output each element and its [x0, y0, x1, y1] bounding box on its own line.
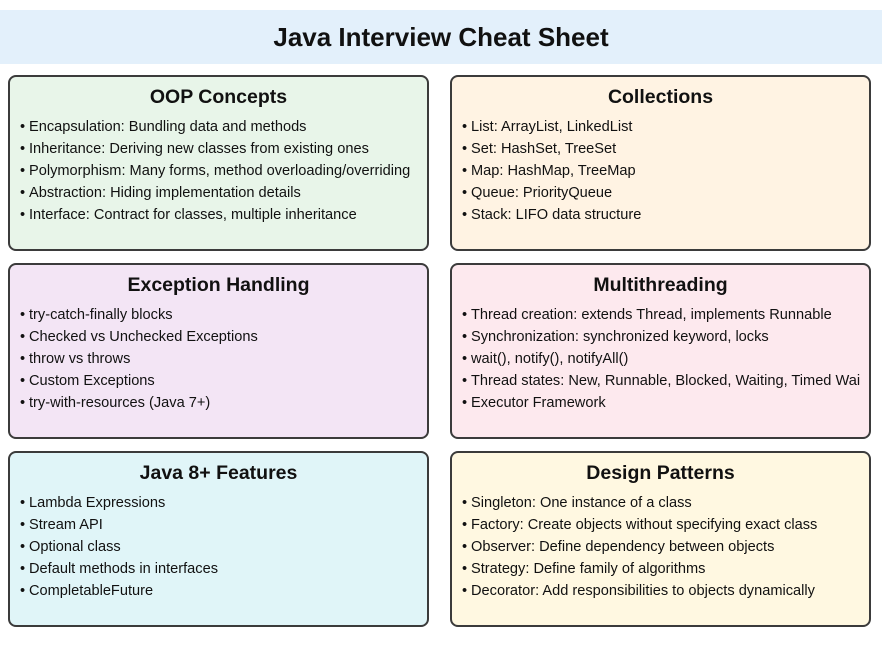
- design-patterns-card: [450, 451, 871, 627]
- list-item: • Optional class: [20, 536, 427, 558]
- bullet-icon: •: [462, 495, 468, 511]
- bullet-icon: •: [462, 373, 468, 389]
- list-item: • Map: HashMap, TreeMap: [462, 160, 869, 182]
- bullet-icon: •: [20, 395, 26, 411]
- list-item: • Abstraction: Hiding implementation details: [20, 182, 427, 204]
- bullet-icon: •: [20, 373, 26, 389]
- bullet-icon: •: [462, 395, 468, 411]
- list-item: • CompletableFuture: [20, 580, 427, 602]
- bullet-icon: •: [462, 517, 468, 533]
- list-item: • Stack: LIFO data structure: [462, 204, 869, 226]
- bullet-icon: •: [20, 141, 26, 157]
- list-item: • Encapsulation: Bundling data and methods: [20, 116, 427, 138]
- card-heading: Collections: [607, 86, 714, 108]
- exception-handling-card: [8, 263, 429, 439]
- bullet-icon: •: [20, 119, 26, 135]
- bullet-icon: •: [462, 141, 468, 157]
- item-list: [452, 304, 869, 414]
- list-item: • try-catch-finally blocks: [20, 304, 427, 326]
- bullet-icon: •: [20, 351, 26, 367]
- list-item: • Singleton: One instance of a class: [462, 492, 869, 514]
- list-item: • try-with-resources (Java 7+): [20, 392, 427, 414]
- card-heading: Exception Handling: [127, 274, 310, 296]
- list-item: • Thread states: New, Runnable, Blocked, Waiting, Timed Wai: [462, 370, 869, 392]
- page-title: Java Interview Cheat Sheet: [273, 21, 609, 52]
- list-item: • Observer: Define dependency between objects: [462, 536, 869, 558]
- multithreading-card: [450, 263, 871, 439]
- list-item: • Polymorphism: Many forms, method overloading/overriding: [20, 160, 427, 182]
- list-item: • throw vs throws: [20, 348, 427, 370]
- list-item: • Decorator: Add responsibilities to objects dynamically: [462, 580, 869, 602]
- list-item: • Queue: PriorityQueue: [462, 182, 869, 204]
- item-list: [10, 304, 427, 414]
- list-item: • Checked vs Unchecked Exceptions: [20, 326, 427, 348]
- bullet-icon: •: [20, 307, 26, 323]
- list-item: • Strategy: Define family of algorithms: [462, 558, 869, 580]
- item-list: [10, 492, 427, 602]
- bullet-icon: •: [462, 185, 468, 201]
- java8-features-card: [8, 451, 429, 627]
- list-item: • Custom Exceptions: [20, 370, 427, 392]
- list-item: • Synchronization: synchronized keyword, locks: [462, 326, 869, 348]
- bullet-icon: •: [462, 351, 468, 367]
- list-item: • Inheritance: Deriving new classes from existing ones: [20, 138, 427, 160]
- bullet-icon: •: [462, 329, 468, 345]
- card-heading: Java 8+ Features: [139, 462, 298, 484]
- list-item: • Interface: Contract for classes, multiple inheritance: [20, 204, 427, 226]
- bullet-icon: •: [20, 561, 26, 577]
- list-item: • Thread creation: extends Thread, implements Runnable: [462, 304, 869, 326]
- bullet-icon: •: [20, 207, 26, 223]
- bullet-icon: •: [462, 119, 468, 135]
- list-item: • Factory: Create objects without specifying exact class: [462, 514, 869, 536]
- oop-concepts-card: [8, 75, 429, 251]
- bullet-icon: •: [462, 307, 468, 323]
- bullet-icon: •: [20, 329, 26, 345]
- bullet-icon: •: [20, 583, 26, 599]
- card-heading: Design Patterns: [586, 462, 735, 484]
- item-list: [452, 116, 869, 226]
- bullet-icon: •: [20, 163, 26, 179]
- title-banner: [0, 10, 882, 64]
- bullet-icon: •: [462, 583, 468, 599]
- bullet-icon: •: [462, 561, 468, 577]
- bullet-icon: •: [462, 163, 468, 179]
- card-heading: Multithreading: [593, 274, 728, 296]
- bullet-icon: •: [20, 539, 26, 555]
- bullet-icon: •: [462, 539, 468, 555]
- list-item: • Executor Framework: [462, 392, 869, 414]
- list-item: • Set: HashSet, TreeSet: [462, 138, 869, 160]
- bullet-icon: •: [20, 495, 26, 511]
- bullet-icon: •: [20, 517, 26, 533]
- card-heading: OOP Concepts: [149, 86, 288, 108]
- list-item: • wait(), notify(), notifyAll(): [462, 348, 869, 370]
- item-list: [10, 116, 427, 226]
- list-item: • List: ArrayList, LinkedList: [462, 116, 869, 138]
- bullet-icon: •: [20, 185, 26, 201]
- list-item: • Lambda Expressions: [20, 492, 427, 514]
- item-list: [452, 492, 869, 602]
- list-item: • Default methods in interfaces: [20, 558, 427, 580]
- collections-card: [450, 75, 871, 251]
- bullet-icon: •: [462, 207, 468, 223]
- list-item: • Stream API: [20, 514, 427, 536]
